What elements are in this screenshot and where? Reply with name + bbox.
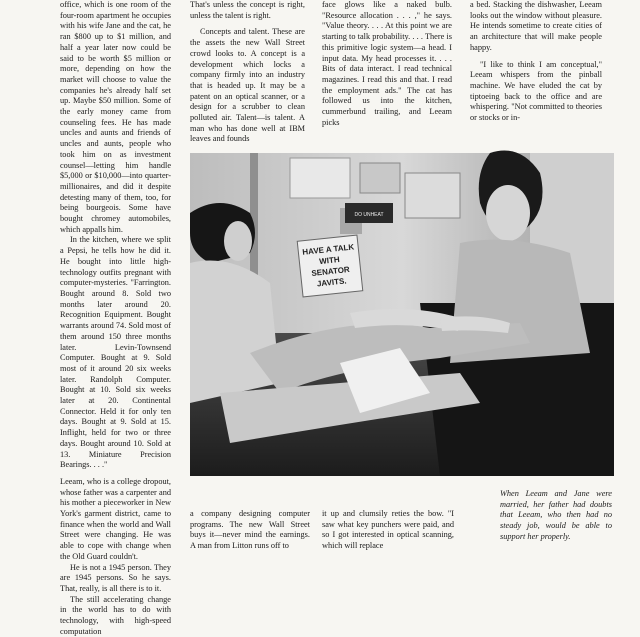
paragraph: In the kitchen, where we split a Pepsi, he tells how he did it. He bought into little high-technology outfits pregnant with computer-mysteries. "Farrington. Bought around 8. Sold two months later around 20. Recognition Equipment. Bought warrants around 74. Sold most of them around 150 three months later. Levin-Townsend Computer. Bought at 9. Sold most of it around 20 six weeks later. Randolph Computer. Bought at 10. Sold six weeks later at 20. Continental Connector. Held it for only ten days. Bought at 9. Sold at 15. Inflight, held for two or three days. Bought around 10. Sold at 13. Miniature Precision Bearings. . . ."	[60, 235, 171, 470]
article-column-3	[322, 0, 452, 145]
paragraph: That's unless the concept is right, unless the talent is right.	[190, 0, 305, 20]
article-column-2	[190, 0, 305, 145]
paragraph: a bed. Stacking the dishwasher, Leeam looks out the window without pleasure. He intends sometime to create cities of an architecture that will make people happy.	[470, 0, 602, 52]
photo-illustration	[190, 153, 614, 476]
sign-line: WITH	[318, 254, 341, 267]
small-sign-text: DO UNHEAT	[354, 212, 384, 218]
article-column-1	[60, 0, 171, 636]
paragraph: office, which is one room of the four-room apartment he occupies with his wife Jane and the cat, he ran $800 up to $1 million, and half a year later now could be said to be worth $5 million or more, depending on how the market will choose to value the companies he's already half set up. Maybe $50 million. Some of the early money came from counseling fees. He has made uncles and aunts and friends of uncles and aunts, people who took him on as investment counsel—letting him handle $5,000 or $10,000—into quarter-millionaires, and did it despite detesting many of them, too, for being bourgeois. Some have bought chromey automobiles, which appalls him.	[60, 0, 171, 234]
article-column-4	[470, 0, 602, 145]
sign-line: HAVE A TALK	[301, 242, 355, 257]
paragraph: Concepts and talent. These are the assets the new Wall Street crowd looks to. A concept is a development which locks a company firmly into an industry that is headed up. It may be a patent on an optical scanner, or a design for a scrubber to clean polluted air. Talent—is talent. A man who has done well at IBM leaves and founds	[190, 27, 305, 144]
paragraph: Leeam, who is a college dropout, whose father was a carpenter and his mother a pieceworker in New York's garment district, came to finance when the world and Wall Street were changing. He was able to cope with change when the Old Guard couldn't.	[60, 476, 171, 561]
paragraph: He is not a 1945 person. They are 1945 persons. So he says. That, really, is all there is to it.	[60, 562, 171, 593]
paragraph: it up and clumsily reties the bow. "I saw what key punchers were paid, and so I got interested in optical scanning, which will replace	[322, 509, 454, 551]
photo-caption: When Leeam and Jane were married, her father had doubts that Leeam, who then had no steady job, would be able to support her properly.	[500, 489, 612, 541]
photograph	[190, 153, 614, 476]
paragraph: face glows like a naked bulb. "Resource allocation . . . ," he says. "Value theory. . . . At this point we are starting to talk probability. . . . There is this primitive logic system—a head. I input data. My head processes it. . . . Bits of data interact. I read technical magazines. I read this and that. I read the employment ads." The cat has followed us into the kitchen, cummerbund trailing, and Leeam picks	[322, 0, 452, 127]
paragraph: The still accelerating change in the world has to do with technology, with high-speed computation	[60, 594, 171, 636]
article-column-2-continued	[190, 509, 310, 551]
article-column-3-continued	[322, 509, 454, 551]
sign-line: JAVITS.	[316, 276, 347, 289]
sign-line: SENATOR	[311, 264, 351, 278]
paragraph: a company designing computer programs. The new Wall Street buys it—never mind the earnings. A man from Litton runs off to	[190, 509, 310, 551]
paragraph: "I like to think I am conceptual," Leeam whispers from the pinball machine. We have eluded the cat by tiptoeing back to the office and are whispering. "Not committed to theories or stocks or in-	[470, 59, 602, 123]
